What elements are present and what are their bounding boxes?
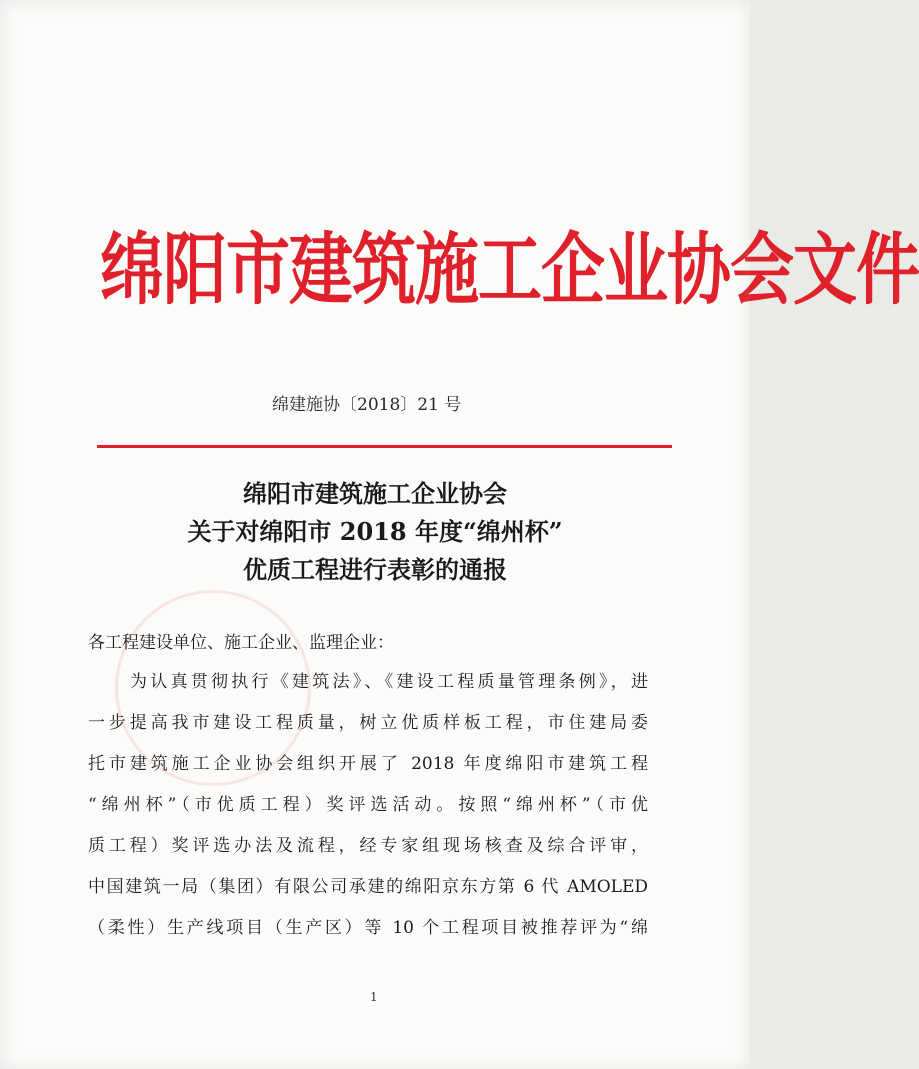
body-line: 中国建筑一局（集团）有限公司承建的绵阳京东方第 6 代 AMOLED <box>88 877 648 897</box>
salutation: 各工程建设单位、施工企业、监理企业： <box>88 633 394 653</box>
organization-header-title: 绵阳市建筑施工企业协会文件 <box>100 224 919 317</box>
page-number: 1 <box>370 990 378 1004</box>
red-divider-line <box>97 445 672 448</box>
notice-title-line-1: 绵阳市建筑施工企业协会 <box>243 479 507 508</box>
body-line: 托市建筑施工企业协会组织开展了 2018 年度绵阳市建筑工程 <box>88 754 648 774</box>
body-line: 一步提高我市建设工程质量，树立优质样板工程，市住建局委 <box>88 713 648 733</box>
body-line: （柔性）生产线项目（生产区）等 10 个工程项目被推荐评为“绵 <box>88 918 648 938</box>
document-number: 绵建施协〔2018〕21 号 <box>272 395 462 415</box>
notice-title-line-2: 关于对绵阳市 2018 年度“绵州杯” <box>187 517 563 546</box>
body-line: 为认真贯彻执行《建筑法》、《建设工程质量管理条例》，进 <box>130 672 648 692</box>
notice-title-line-3: 优质工程进行表彰的通报 <box>243 555 507 584</box>
body-line: 质工程）奖评选办法及流程，经专家组现场核查及综合评审， <box>88 836 648 856</box>
body-line: “绵州杯”（市优质工程）奖评选活动。按照“绵州杯”（市优 <box>88 795 648 815</box>
